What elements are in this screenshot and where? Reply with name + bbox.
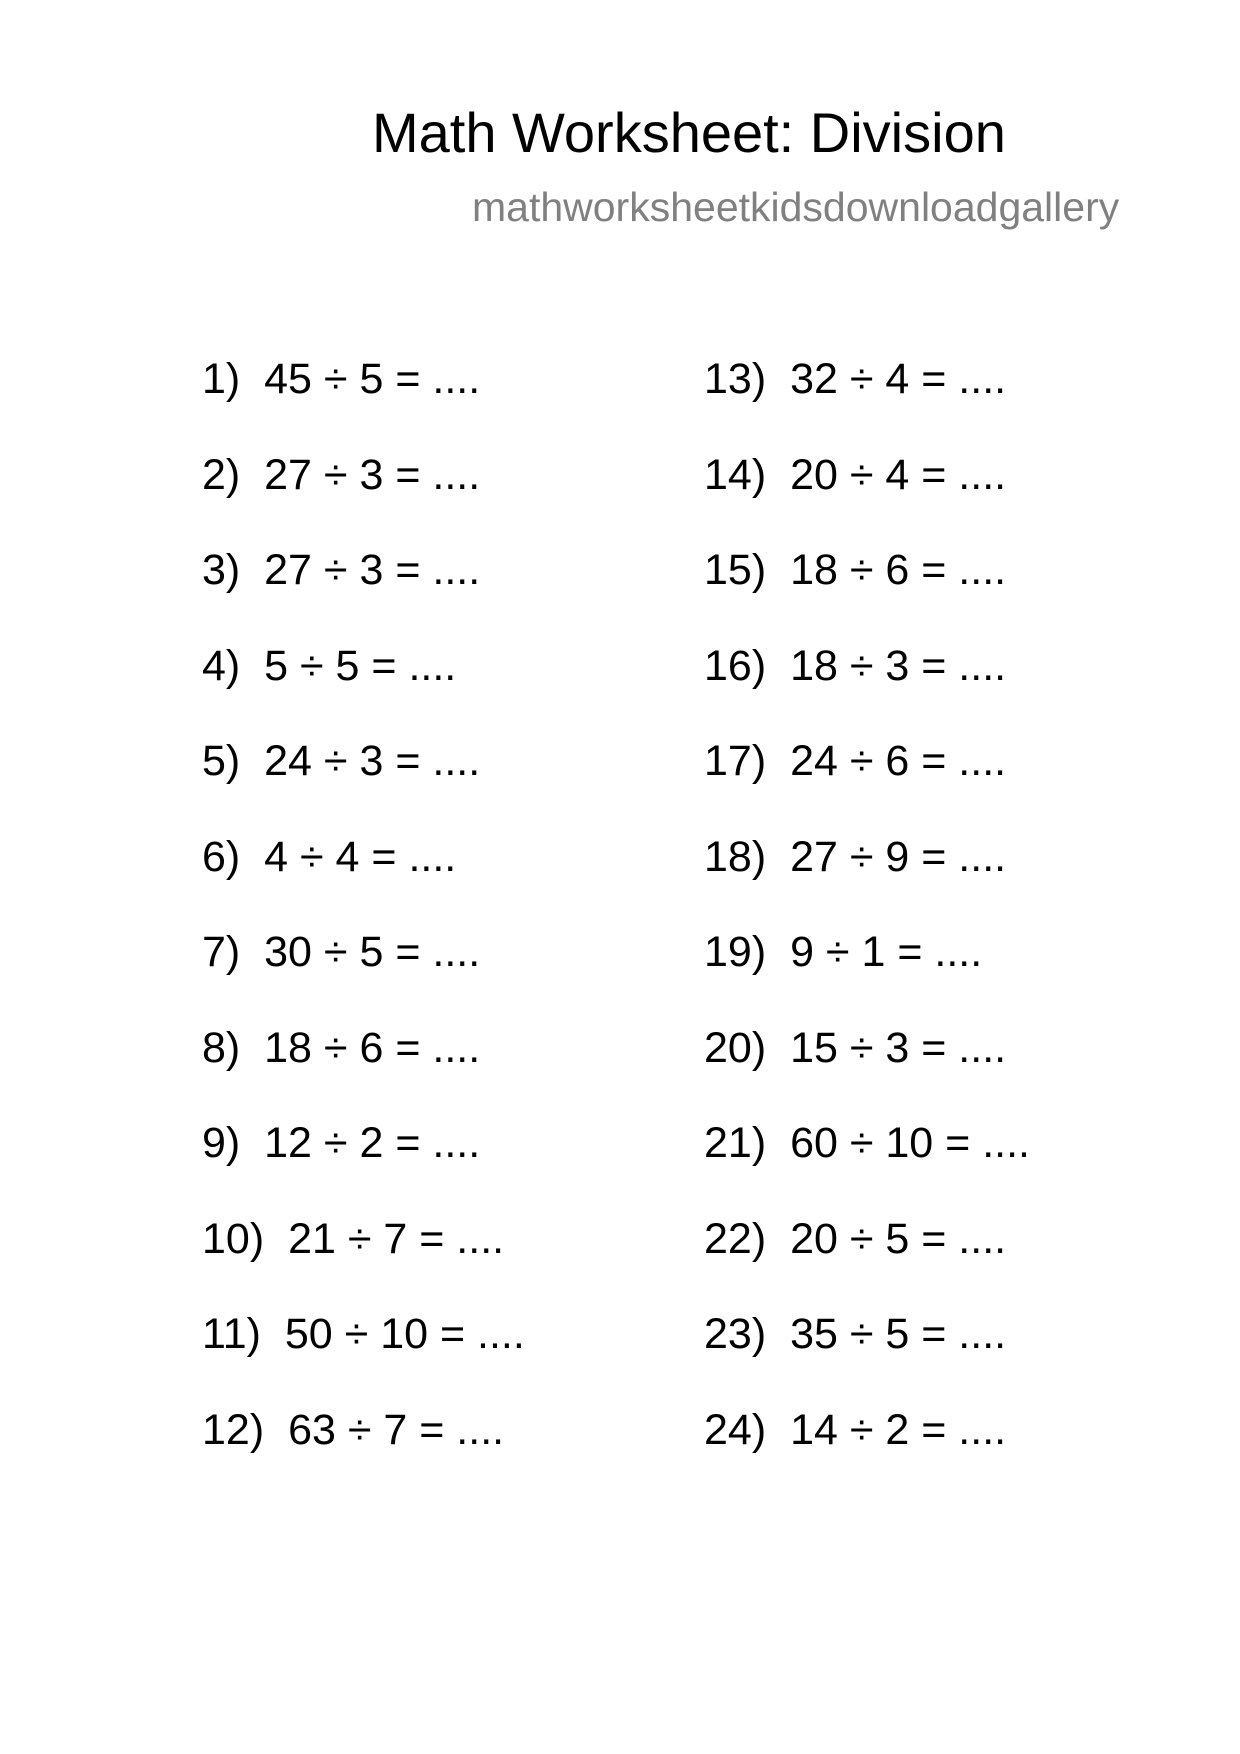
problem-number: 15) [704,546,767,594]
problem-item [202,1404,525,1500]
problem-expression: 24 ÷ 3 = .... [264,737,481,785]
problem-number: 10) [202,1214,265,1263]
problem-number: 17) [704,737,767,785]
problem-expression: 18 ÷ 6 = .... [264,1023,481,1072]
problem-item [704,1213,1030,1309]
problem-item [202,831,525,927]
problem-item [704,926,1030,1022]
problem-expression: 5 ÷ 5 = .... [264,641,457,690]
problem-number: 23) [704,1310,767,1358]
problem-item [704,640,1030,736]
problem-number: 8) [202,1023,241,1072]
problem-item [202,926,525,1022]
problem-expression: 27 ÷ 3 = .... [264,450,481,499]
problem-number: 3) [202,546,241,594]
worksheet-title: Math Worksheet: Division [372,101,1006,164]
problem-expression: 20 ÷ 5 = .... [790,1214,1007,1263]
problem-expression: 21 ÷ 7 = .... [288,1214,505,1263]
problem-column-left [202,353,525,1499]
problem-number: 12) [202,1405,265,1454]
problem-item [704,544,1030,640]
problem-expression: 12 ÷ 2 = .... [264,1119,481,1167]
problem-item [202,735,525,831]
problem-item [704,1117,1030,1213]
problem-number: 21) [704,1119,767,1167]
problem-expression: 32 ÷ 4 = .... [790,355,1007,403]
problem-expression: 35 ÷ 5 = .... [790,1310,1007,1358]
problem-expression: 24 ÷ 6 = .... [790,737,1007,785]
problem-number: 20) [704,1023,767,1072]
problem-item [202,353,525,449]
problem-number: 14) [704,450,767,499]
problem-number: 2) [202,450,241,499]
problem-expression: 50 ÷ 10 = .... [284,1310,525,1358]
problem-expression: 60 ÷ 10 = .... [790,1119,1031,1167]
problem-item [202,449,525,545]
problem-expression: 18 ÷ 3 = .... [790,641,1007,690]
problem-item [704,449,1030,545]
problem-expression: 4 ÷ 4 = .... [264,832,457,881]
problem-expression: 18 ÷ 6 = .... [790,546,1007,594]
problem-item [202,1213,525,1309]
problem-item [202,1117,525,1213]
problem-column-right [704,353,1030,1499]
problem-number: 11) [202,1310,261,1358]
problem-item [202,1022,525,1118]
problem-number: 4) [202,641,241,690]
problem-item [202,544,525,640]
problem-expression: 20 ÷ 4 = .... [790,450,1007,499]
problem-expression: 9 ÷ 1 = .... [790,928,983,976]
problem-item [704,1308,1030,1404]
problem-item [202,1308,525,1404]
problem-number: 1) [202,355,241,403]
problem-number: 6) [202,832,241,881]
problem-number: 19) [704,928,767,976]
problem-number: 5) [202,737,241,785]
problem-number: 13) [704,355,767,403]
problem-item [704,1404,1030,1500]
problem-item [704,1022,1030,1118]
problem-item [704,735,1030,831]
problem-number: 24) [704,1405,767,1454]
problem-number: 22) [704,1214,767,1263]
problem-number: 18) [704,832,767,881]
problem-expression: 63 ÷ 7 = .... [288,1405,505,1454]
problem-item [202,640,525,736]
source-watermark: mathworksheetkidsdownloadgallery [472,184,1120,230]
problem-expression: 14 ÷ 2 = .... [790,1405,1007,1454]
problem-expression: 45 ÷ 5 = .... [264,355,481,403]
problem-number: 16) [704,641,767,690]
problem-expression: 30 ÷ 5 = .... [264,928,481,976]
problem-item [704,831,1030,927]
problem-item [704,353,1030,449]
problem-expression: 27 ÷ 9 = .... [790,832,1007,881]
problem-expression: 27 ÷ 3 = .... [264,546,481,594]
problem-expression: 15 ÷ 3 = .... [790,1023,1007,1072]
problem-number: 9) [202,1119,241,1167]
problem-number: 7) [202,928,241,976]
